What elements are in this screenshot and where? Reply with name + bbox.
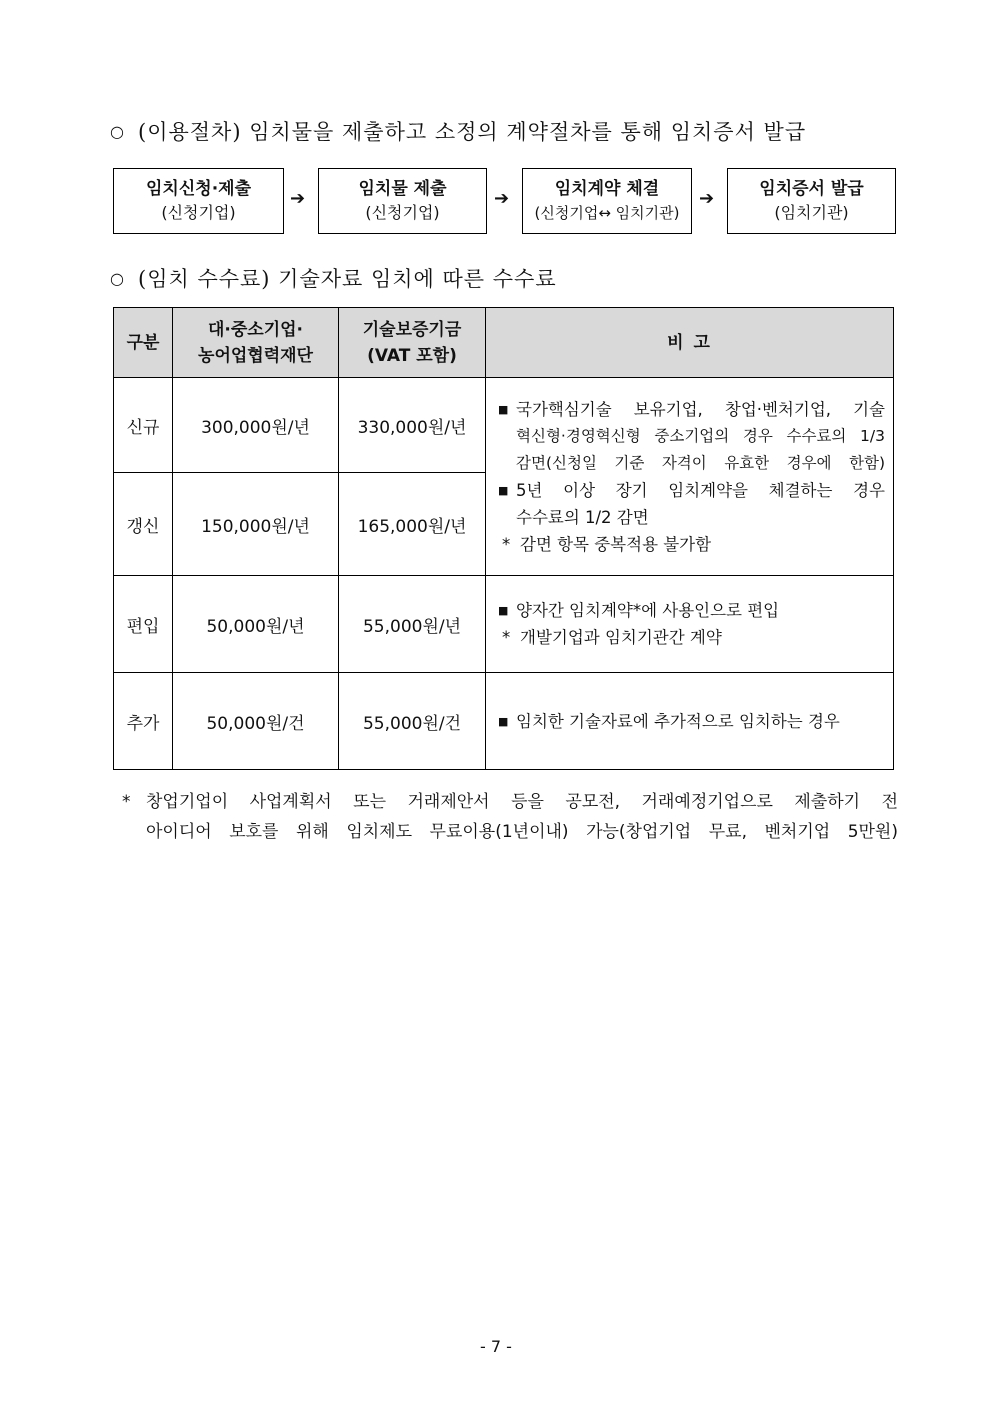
row-category: 신규 — [114, 378, 173, 473]
flow-step-title: 임치물 제출 — [358, 179, 447, 199]
header-foundation-line1: 대·중소기업· — [207, 319, 304, 340]
remark-line: 수수료의 1/2 감면 — [516, 507, 649, 527]
flow-step-title: 임치계약 체결 — [554, 179, 660, 199]
arrow-right-icon: ➔ — [494, 188, 510, 209]
square-bullet-icon: ■ — [498, 483, 509, 497]
fee-heading — [110, 263, 900, 293]
flow-step-contract — [522, 168, 692, 234]
procedure-flow — [113, 168, 896, 236]
remarks-new-renew — [486, 378, 894, 576]
header-foundation — [173, 308, 339, 378]
flow-step-apply — [113, 168, 284, 234]
flow-step-actor: (신청기업) — [365, 203, 440, 222]
flow-step-actor: (신청기업↔ 임치기관) — [534, 204, 680, 222]
footnote-line: * 창업기업이 사업계획서 또는 거래제안서 등을 공모전, 거래예정기업으로 제출하기 전 — [122, 792, 898, 812]
square-bullet-icon: ■ — [498, 714, 509, 728]
row-guarantee-fee: 55,000원/년 — [339, 576, 486, 673]
remark-line: ■ 임치한 기술자료에 추가적으로 임치하는 경우 — [498, 708, 885, 735]
table-row — [114, 673, 894, 770]
flow-step-certificate — [727, 168, 896, 234]
fee-heading-text: (임치 수수료) 기술자료 임치에 따른 수수료 — [138, 267, 557, 291]
flow-step-submit — [318, 168, 487, 234]
table-row — [114, 576, 894, 673]
remark-line: ■ 양자간 임치계약*에 사용인으로 편입 — [498, 597, 885, 624]
procedure-heading-text: (이용절차) 임치물을 제출하고 소정의 계약절차를 통해 임치증서 발급 — [138, 120, 807, 144]
row-category: 편입 — [114, 576, 173, 673]
remark-note: * 개발기업과 임치기관간 계약 — [502, 628, 722, 647]
row-guarantee-fee: 165,000원/년 — [339, 473, 486, 576]
row-guarantee-fee: 330,000원/년 — [339, 378, 486, 473]
row-guarantee-fee: 55,000원/건 — [339, 673, 486, 770]
flow-step-actor: (임치기관) — [774, 203, 849, 222]
flow-step-actor: (신청기업) — [161, 203, 236, 222]
row-foundation-fee: 50,000원/건 — [173, 673, 339, 770]
fee-table — [113, 307, 894, 770]
remark-line: 감면(신청일 기준 자격이 유효한 경우에 한함) — [516, 453, 885, 472]
header-guarantee-fund — [339, 308, 486, 378]
square-bullet-icon: ■ — [498, 402, 509, 416]
flow-step-title: 임치증서 발급 — [759, 179, 864, 199]
row-foundation-fee: 150,000원/년 — [173, 473, 339, 576]
page-number: - 7 - — [480, 1337, 512, 1356]
square-bullet-icon: ■ — [498, 604, 509, 617]
circle-bullet-icon: ○ — [110, 122, 125, 141]
row-category: 갱신 — [114, 473, 173, 576]
header-guarantee-line1: 기술보증기금 — [362, 319, 462, 340]
remark-line: ■ 5년 이상 장기 임치계약을 체결하는 경우 — [498, 477, 885, 504]
remarks-additional — [486, 673, 894, 770]
footnote — [122, 787, 898, 847]
table-header-row — [114, 308, 894, 378]
procedure-heading — [110, 116, 900, 146]
circle-bullet-icon: ○ — [110, 269, 125, 288]
header-guarantee-line2: (VAT 포함) — [367, 345, 457, 366]
row-category: 추가 — [114, 673, 173, 770]
flow-step-title: 임치신청·제출 — [146, 179, 251, 199]
remark-line: ■ 국가핵심기술 보유기업, 창업·벤처기업, 기술 — [498, 396, 885, 423]
header-foundation-line2: 농어업협력재단 — [198, 345, 313, 366]
row-foundation-fee: 50,000원/년 — [173, 576, 339, 673]
row-foundation-fee: 300,000원/년 — [173, 378, 339, 473]
header-category: 구분 — [114, 308, 173, 378]
footnote-line: 아이디어 보호를 위해 임치제도 무료이용(1년이내) 가능(창업기업 무료, 벤처기업 5만원) — [146, 822, 898, 842]
remark-note: * 감면 항목 중복적용 불가함 — [502, 534, 712, 554]
remarks-transfer — [486, 576, 894, 673]
remark-line: 혁신형·경영혁신형 중소기업의 경우 수수료의 1/3 — [516, 426, 885, 445]
table-row — [114, 378, 894, 473]
arrow-right-icon: ➔ — [699, 188, 715, 209]
header-remarks: 비 고 — [486, 308, 894, 378]
arrow-right-icon: ➔ — [290, 188, 306, 209]
